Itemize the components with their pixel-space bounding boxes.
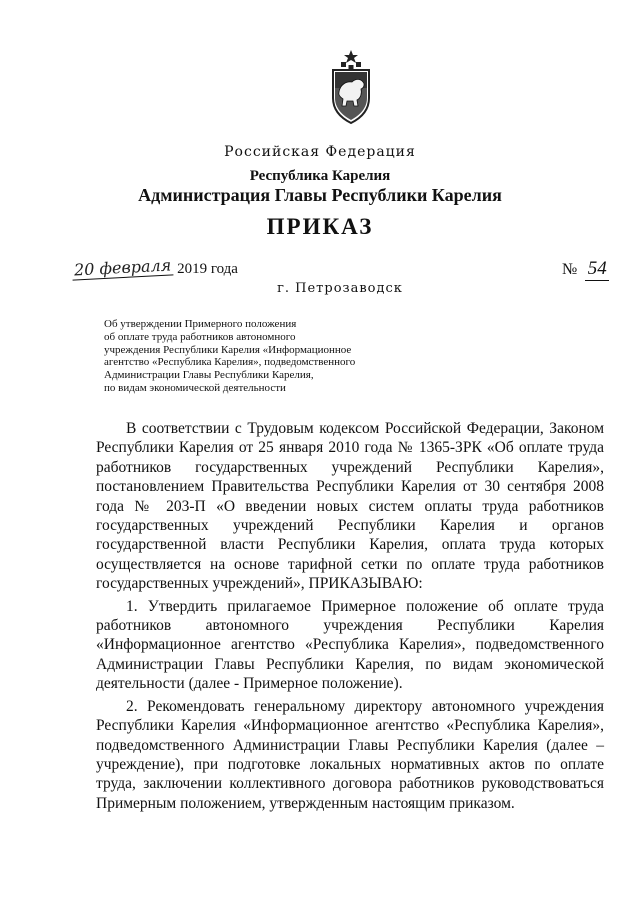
document-date [72, 255, 238, 280]
administration-title: Администрация Главы Республики Карелия [138, 185, 502, 205]
handwritten-date: 20 февраля [72, 255, 174, 280]
preamble-paragraph: В соответствии с Трудовым кодексом Российской Федерации, Законом Республики Карелия от 25 января 2010 года № 1365-ЗРК «Об оплате труда работников государственных учреждений Республики Карелия», постановлением Правительства Республики Карелия от 30 сентября 2008 года № 203-П «О введении новых систем оплаты труда работников государственных учреждений Республики Карелия и органов государственной власти Республики Карелия, оплата труда которых осуществляется на основе тарифной сетки по оплате труда работников государственных учреждений», ПРИКАЗЫВАЮ: [96, 420, 604, 593]
coat-of-arms-icon [328, 48, 374, 126]
subject-line: Об утверждении Примерного положения [104, 318, 297, 330]
subject-block [104, 318, 404, 395]
document-number [562, 258, 609, 281]
order-item-1: 1. Утвердить прилагаемое Примерное положение об оплате труда работников автономного учреждения Республики Карелия «Информационное агентство «Республика Карелия», подведомственного Администрации Главы Республики Карелия, по видам экономической деятельности (далее - Примерное положение). [96, 597, 604, 693]
subject-line: по видам экономической деятельности [104, 381, 286, 394]
number-label: № [562, 261, 578, 278]
subject-line: Администрации Главы Республики Карелия, [104, 369, 314, 382]
subject-line: об оплате труда работников автономного [104, 330, 296, 343]
order-body [96, 419, 604, 816]
city-line: г. Петрозаводск [277, 281, 403, 296]
subject-line: учреждения Республики Карелия «Информационное [104, 343, 352, 356]
subject-line: агентство «Республика Карелия», подведомственного [104, 356, 356, 369]
republic-title: Республика Карелия [249, 168, 391, 184]
handwritten-number: 54 [585, 258, 609, 281]
document-type-title: ПРИКАЗ [266, 214, 374, 239]
date-year: 2019 года [177, 261, 238, 277]
federation-title: Российская Федерация [224, 144, 416, 160]
order-item-2: 2. Рекомендовать генеральному директору автономного учреждения Республики Карелия «Информационное агентство «Республика Карелия», подведомственного Администрации Главы Республики Карелия (далее – учреждение), при подготовке локальных нормативных актов по оплате труда, заключении коллективного договора работников руководствоваться Примерным положением, утвержденным настоящим приказом. [96, 697, 604, 812]
